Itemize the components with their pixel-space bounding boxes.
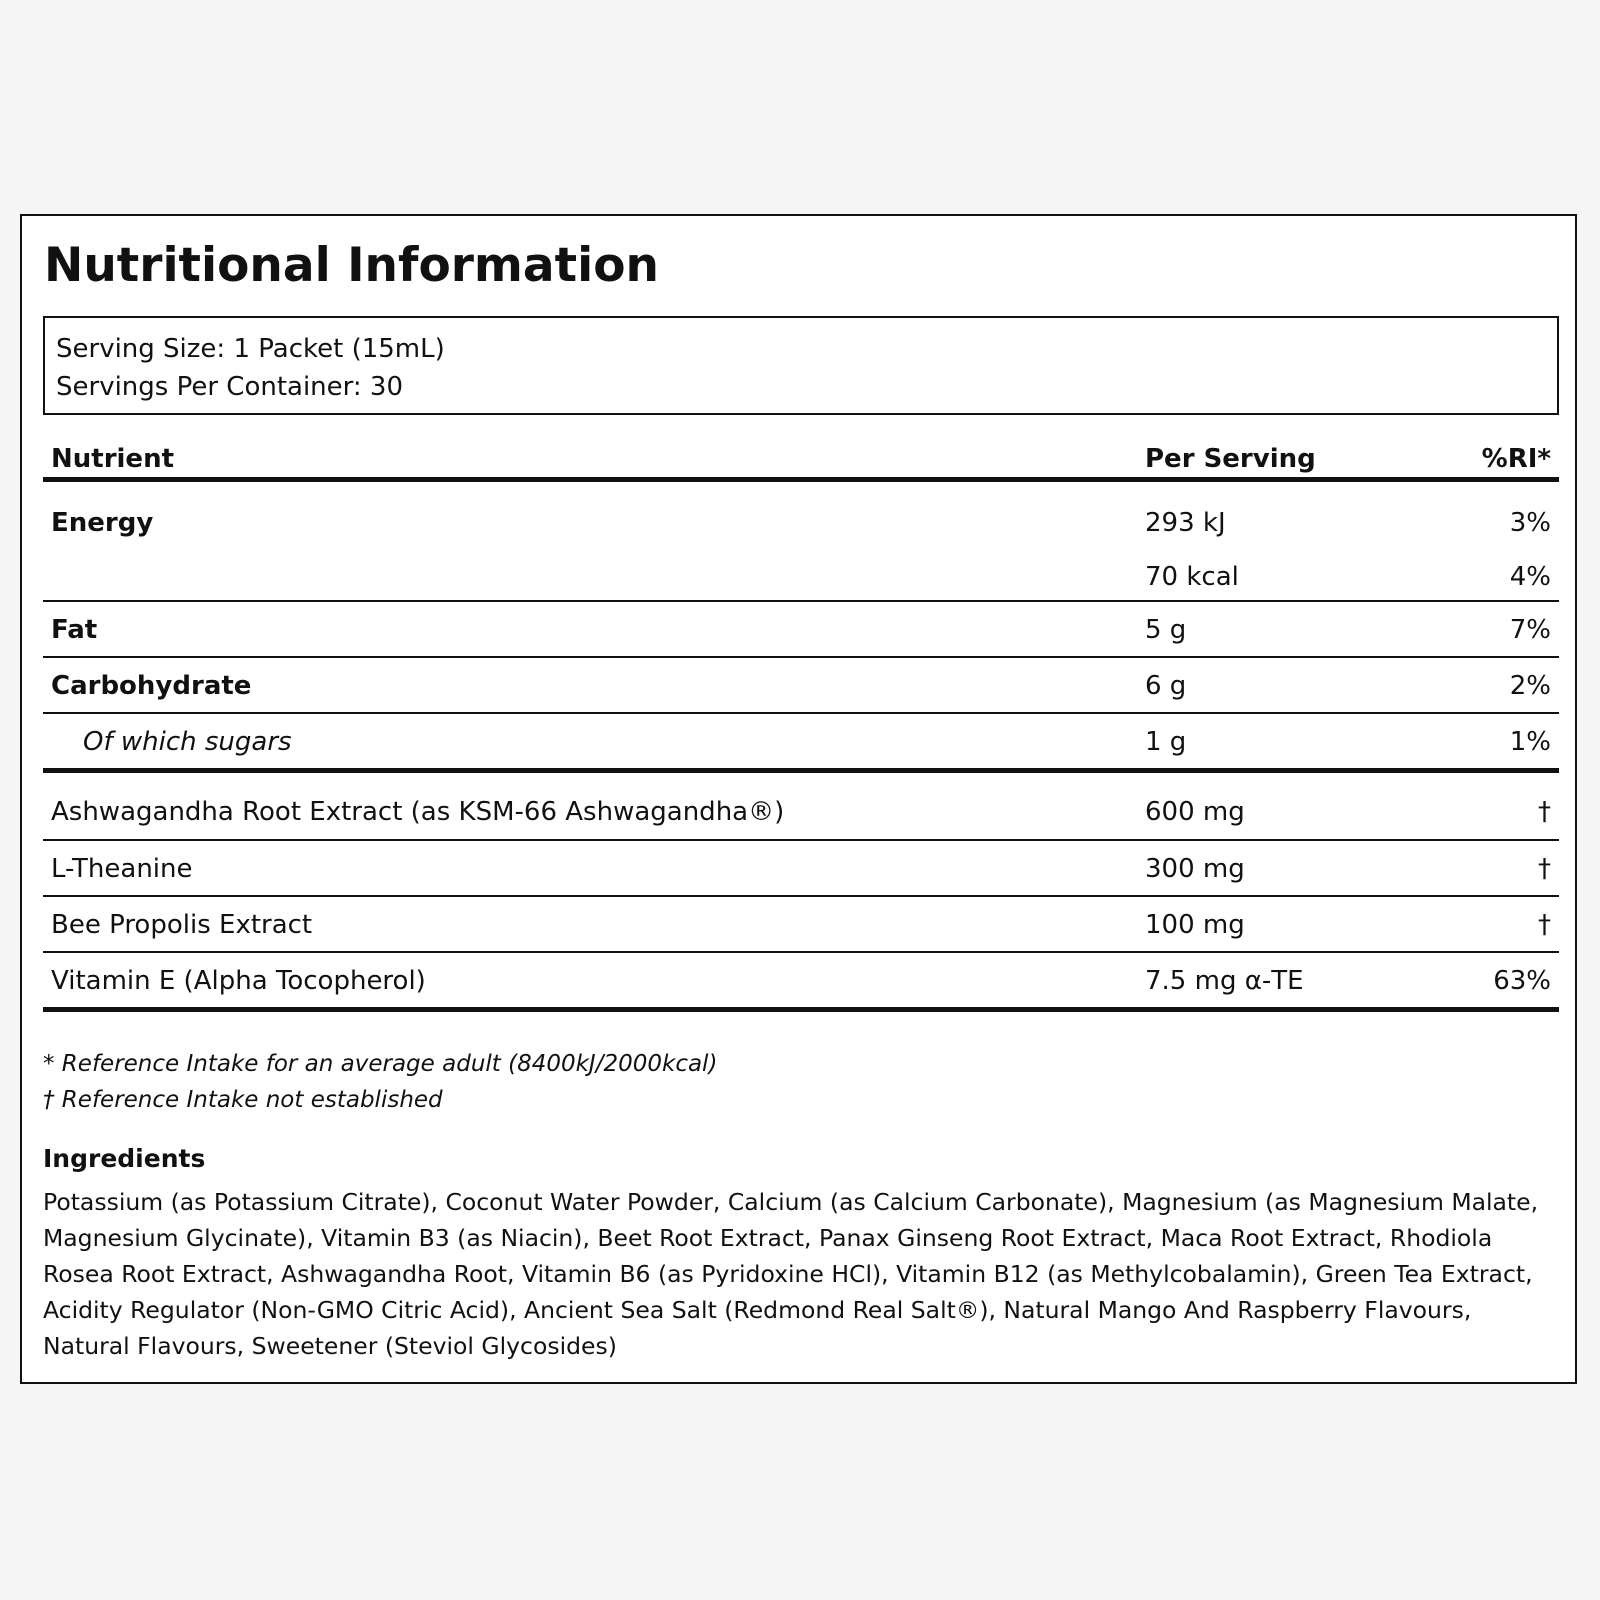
row-ri: 2% [1509,671,1551,701]
row-per-serving: 6 g [1145,671,1187,701]
table-row-ashwagandha [43,773,1559,841]
table-row-vitamin-e [43,953,1559,1012]
row-ri: 63% [1493,966,1551,996]
servings-per-container: Servings Per Container: 30 [56,372,404,402]
row-ri: 3% [1509,508,1551,538]
row-nutrient: Of which sugars [83,727,292,757]
row-nutrient: Energy [51,508,154,538]
header-per-serving: Per Serving [1145,444,1316,474]
table-row-l-theanine [43,841,1559,897]
row-per-serving: 7.5 mg α-TE [1145,966,1304,996]
row-per-serving: 600 mg [1145,797,1245,827]
nutrition-label-panel [20,214,1577,1384]
row-nutrient: Carbohydrate [51,671,252,701]
header-nutrient: Nutrient [51,444,175,474]
table-row-energy [43,482,1559,602]
table-row-bee-propolis [43,897,1559,953]
row-ri: † [1538,910,1551,940]
row-nutrient: Vitamin E (Alpha Tocopherol) [51,966,426,996]
footnote-reference-intake: * Reference Intake for an average adult (8400kJ/2000kcal) [43,1051,718,1077]
row-ri: † [1538,797,1551,827]
table-header-row [43,446,1559,482]
row-per-serving: 100 mg [1145,910,1245,940]
footnotes [43,1046,717,1118]
table-row-fat [43,602,1559,658]
row-nutrient: Fat [51,615,98,645]
row-ri: 1% [1509,727,1551,757]
row-ri: 7% [1509,615,1551,645]
row-per-serving: 70 kcal [1145,562,1239,592]
row-per-serving: 5 g [1145,615,1187,645]
label-title: Nutritional Information [44,238,659,293]
row-nutrient: Bee Propolis Extract [51,910,313,940]
row-ri: 4% [1509,562,1551,592]
nutrition-table [43,446,1559,1012]
row-per-serving: 300 mg [1145,854,1245,884]
row-per-serving: 293 kJ [1145,508,1226,538]
row-nutrient: L-Theanine [51,854,193,884]
row-nutrient: Ashwagandha Root Extract (as KSM-66 Ashwagandha®) [51,797,785,827]
serving-size: Serving Size: 1 Packet (15mL) [56,334,445,364]
ingredients-heading: Ingredients [43,1144,206,1173]
table-row-sugars [43,714,1559,773]
row-ri: † [1538,854,1551,884]
header-ri: %RI* [1481,444,1551,474]
row-per-serving: 1 g [1145,727,1187,757]
footnote-not-established: † Reference Intake not established [43,1087,443,1113]
serving-info-box [43,316,1559,415]
ingredients-list: Potassium (as Potassium Citrate), Coconut Water Powder, Calcium (as Calcium Carbonate), Magnesium (as Magnesium Malate, Magnesium Glycinate), Vitamin B3 (as Niacin), Beet Root Extract, Panax Ginseng Root Extract, Maca Root Extract, Rhodiola Rosea Root Extract, Ashwagandha Root, Vitamin B6 (as Pyridoxine HCl), Vitamin B12 (as Methylcobalamin), Green Tea Extract, Acidity Regulator (Non-GMO Citric Acid), Ancient Sea Salt (Redmond Real Salt®), Natural Mango And Raspberry Flavours, Natural Flavours, Sweetener (Steviol Glycosides) [43,1188,1539,1360]
table-row-carbohydrate [43,658,1559,714]
